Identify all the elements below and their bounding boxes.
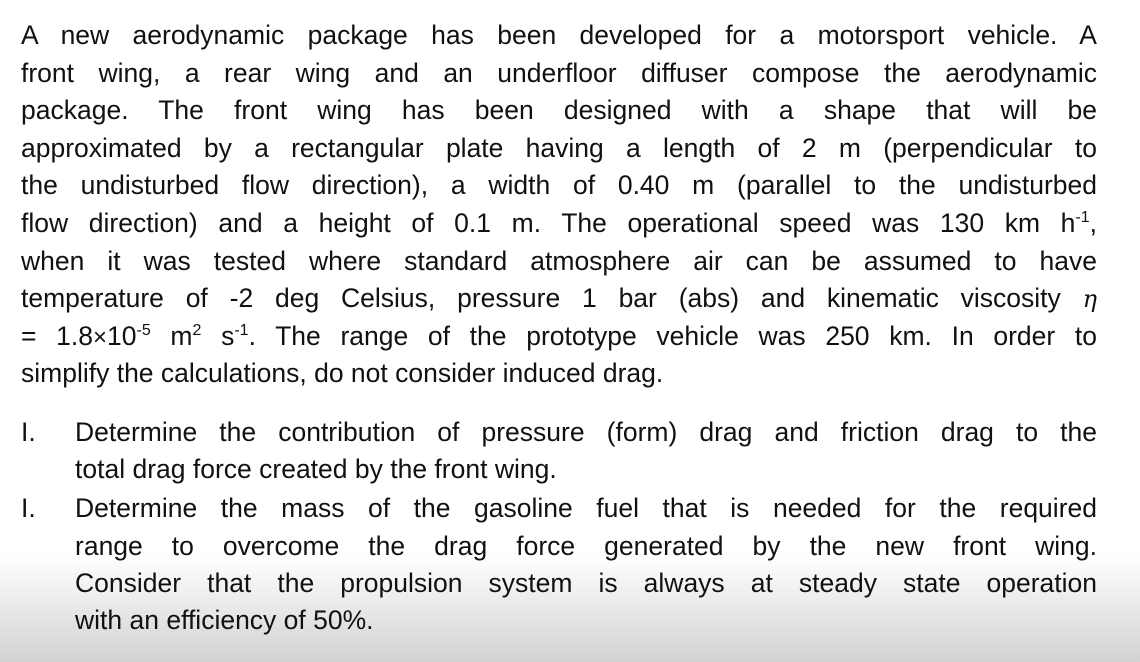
text-line: when it was tested where standard atmosphere air can be assumed to have <box>21 245 1097 276</box>
text-line: with an efficiency of 50%. <box>75 604 374 635</box>
superscript: -1 <box>234 321 249 339</box>
text-line: the undisturbed flow direction), a width of 0.40 m (parallel to the undisturbed <box>21 170 1097 201</box>
text: s <box>201 320 235 351</box>
text-line: package. The front wing has been designed with a shape that will be <box>21 95 1097 126</box>
text-line: approximated by a rectangular plate having a length of 2 m (perpendicular to <box>21 132 1097 163</box>
text-line: Determine the mass of the gasoline fuel that is needed for the required <box>75 493 1097 524</box>
text: , <box>1089 207 1097 238</box>
text-line: Determine the contribution of pressure (form) drag and friction drag to the <box>75 417 1097 447</box>
text-line <box>21 280 1097 318</box>
text: temperature of -2 deg Celsius, pressure 1 bar (abs) and kinematic viscosity <box>21 283 1083 314</box>
text: 10 <box>107 320 137 351</box>
text: m <box>150 320 193 351</box>
list-item <box>21 490 1097 639</box>
text-line: total drag force created by the front wing. <box>75 454 557 485</box>
problem-statement <box>21 17 1097 393</box>
superscript: -1 <box>1075 208 1090 226</box>
question-list <box>21 414 1097 641</box>
text-line: front wing, a rear wing and an underfloor diffuser compose the aerodynamic <box>21 57 1097 88</box>
times-symbol: × <box>93 323 108 351</box>
list-marker: I. <box>21 417 36 447</box>
eta-symbol: η <box>1082 285 1097 314</box>
superscript: -5 <box>136 321 151 339</box>
text: flow direction) and a height of 0.1 m. The operational speed was 130 km h <box>21 207 1076 238</box>
list-marker: I. <box>21 493 36 524</box>
text-line: range to overcome the drag force generated by the new front wing. <box>75 530 1097 561</box>
text-line <box>21 205 1097 243</box>
text-line: Consider that the propulsion system is always at steady state operation <box>75 567 1097 598</box>
text: . The range of the prototype vehicle was 250 km. In order to <box>248 320 1097 351</box>
text-line: A new aerodynamic package has been developed for a motorsport vehicle. A <box>21 20 1097 50</box>
text-line <box>21 318 1097 356</box>
list-item <box>21 414 1097 488</box>
text: = 1.8 <box>21 320 93 351</box>
text-line: simplify the calculations, do not consider induced drag. <box>21 358 664 389</box>
superscript: 2 <box>192 321 202 339</box>
